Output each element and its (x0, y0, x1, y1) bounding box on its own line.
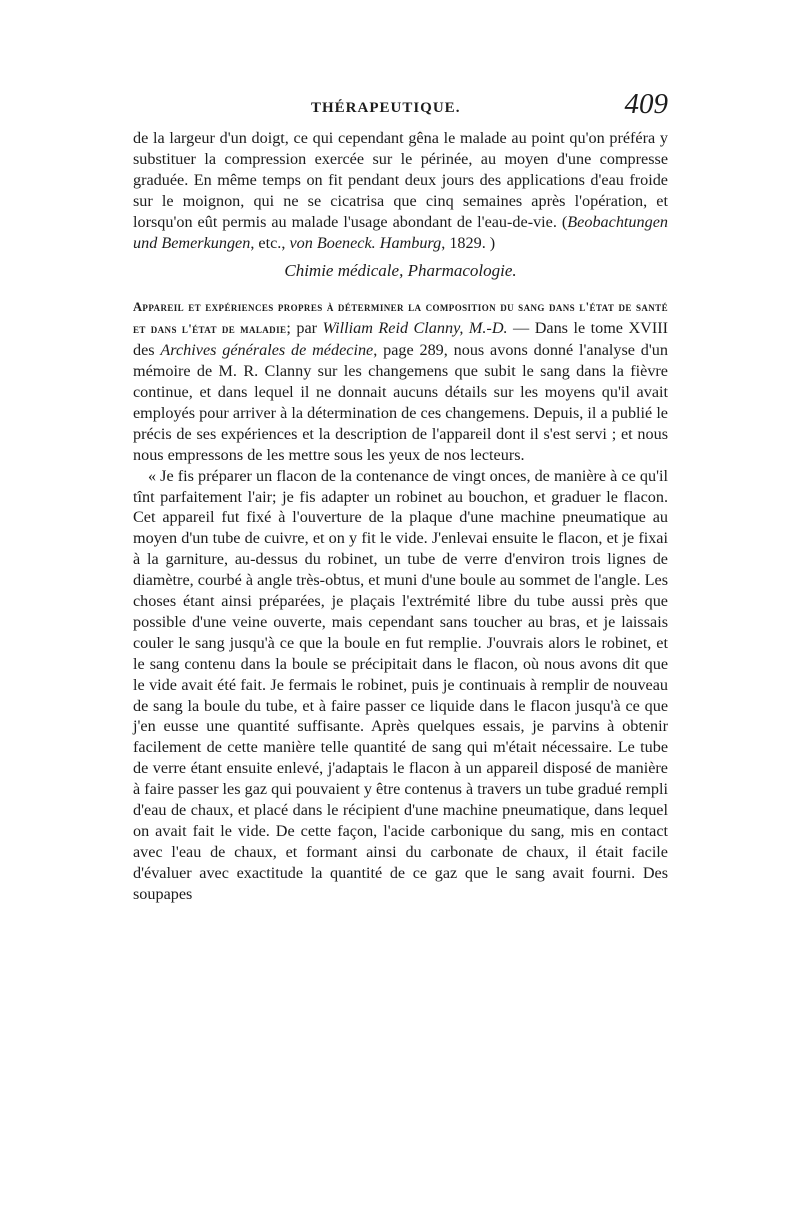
article-intro-dash: — Dans le tome XVIII des (133, 319, 669, 360)
article-author: William Reid Clanny, M.-D. (322, 319, 508, 338)
article (133, 296, 668, 904)
section-heading: Chimie médicale, Pharmacologie. (284, 261, 517, 281)
quoted-paragraph: « Je fis préparer un flacon de la contenance de vingt onces, de manière à ce qu'il tînt parfaitement l'air; je fis adapter un robinet au bouchon, et graduer le flacon. Cet appareil fut fixé à l'ouverture de la plaque d'une machine pneumatique au moyen d'un tube de cuivre, et on y fit le vide. J'enlevai ensuite le flacon, et je fixai à la garniture, au-dessus du robinet, un tube de verre d'environ trois lignes de diamètre, courbé à angle très-obtus, et muni d'une boule au sommet de l'angle. Les choses étant ainsi préparées, je plaçais l'extrémité libre du tube aussi près que possible d'une veine ouverte, mais cependant sans toucher au bras, et je laissais couler le sang jusqu'à ce que la boule en fut remplie. J'ouvrais alors le robinet, et le sang contenu dans la boule se précipitait dans le flacon, où nous avons dit que le vide avait été fait. Je fermais le robinet, puis je continuais à remplir de nouveau de sang la boule du tube, et à faire passer ce liquide dans le flacon jusqu'à ce que j'en eusse une quantité suffisante. Après quelques essais, je parvins à obtenir facilement de cette manière telle quantité de sang qui m'était nécessaire. Le tube de verre étant ensuite enlevé, j'adaptais le flacon à un appareil disposé de manière à faire passer les gaz qui pouvaient y être contenus à travers un tube gradué rempli d'eau de chaux, et placé dans le récipient d'une machine pneumatique, dans lequel on avait fait le vide. De cette façon, l'acide carbonique du sang, mis en contact avec l'eau de chaux, et formant ainsi du carbonate de chaux, il était facile d'évaluer avec exactitude la quantité de ce gaz que le sang avait fourni. Des soupapes (133, 466, 668, 903)
citation-year: , 1829. ) (441, 233, 496, 252)
citation-etc: , etc., (250, 233, 286, 252)
article-title: Appareil et expériences propres à déterminer la composition du sang dans l'état de santé et dans l'état de maladie (133, 300, 668, 337)
article-by: ; par (286, 319, 318, 338)
continued-text: de la largeur d'un doigt, ce qui cependant gêna le malade au point qu'on préféra y substituer la compression exercée sur le périnée, au moyen d'une compresse graduée. En même temps on fit pendant deux jours des applications d'eau froide sur le moignon, qui ne se cicatrisa que cinq semaines après l'opération, et lorsqu'on eût permis au malade l'usage abondant de l'eau-de-vie. ( (133, 129, 668, 231)
page-body (133, 128, 668, 905)
running-title: THÉRAPEUTIQUE. (311, 100, 461, 116)
article-intro-text: , page 289, nous avons donné l'analyse d'un mémoire de M. R. Clanny sur les changemens que subit le sang dans la fièvre continue, et dans lequel il ne donnait aucuns détails sur les moyens qu'il avait employés pour arriver à la détermination de ces changemens. Depuis, il a publié le précis de ses expériences et la description de l'appareil dont il s'est servi ; et nous nous empressons de les mettre sous les yeux de nos lecteurs. (133, 341, 668, 464)
book-page (133, 86, 668, 905)
continued-paragraph (133, 128, 668, 253)
page-number: 409 (624, 88, 668, 120)
journal-title: Archives générales de médecine (160, 341, 374, 360)
citation-author: von Boeneck. Hamburg (289, 233, 442, 252)
running-head (133, 86, 668, 128)
citation-title: Beobachtungen und Bemerkungen (133, 212, 668, 252)
article-intro (133, 296, 668, 465)
